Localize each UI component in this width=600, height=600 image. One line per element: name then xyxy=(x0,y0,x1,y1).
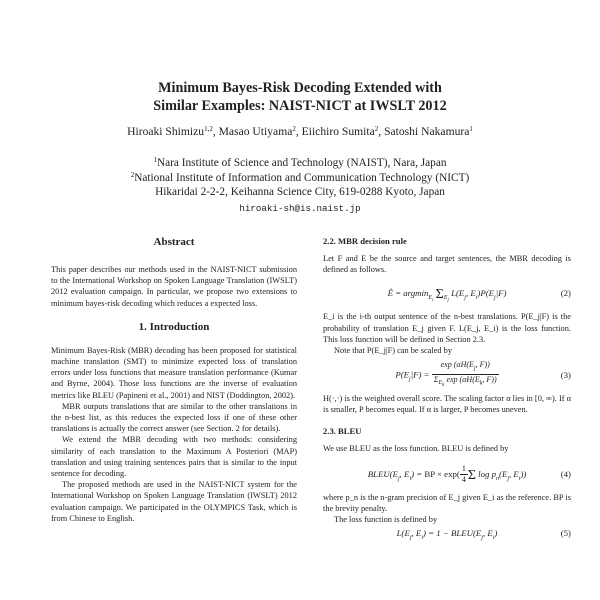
author-separator: , xyxy=(378,125,385,138)
author-affil-sup: 2 xyxy=(374,125,379,133)
affil-sup: 2 xyxy=(130,170,135,179)
mbr-intro-text: Let F and E be the source and target sentences, the MBR decoding is defined as follows. xyxy=(323,254,571,275)
intro-paragraph: MBR outputs translations that are similar to the other translations in the n-best list, as this reduces the expected loss if one of these other translations is actually the correct answer (see Section. 2 for details). xyxy=(51,401,297,434)
equation-number: (4) xyxy=(560,468,571,479)
affiliations xyxy=(0,156,600,200)
bleu-loss-line: The loss function is defined by xyxy=(334,515,438,525)
left-column xyxy=(51,236,297,524)
intro-paragraph: Minimum Bayes-Risk (MBR) decoding has been proposed for statistical machine translation (SMT) to minimize expected loss of translation errors under loss functions that measure translation performance (Kumar and Byrne, 2004). Those loss functions are the inverse of evaluation metrics like BLEU (Papineni et al., 2001) and NIST (Doddington, 2002). xyxy=(51,345,297,400)
equation-number: (3) xyxy=(560,370,571,381)
affil-sup: 1 xyxy=(153,156,157,164)
equation-4: $BLEU(E_j$, $E_i$) = BP × exp( $\frac{1}{4}$ Σ $\log p_n(E_j$, $E_i$)) (4) xyxy=(323,460,571,490)
equation-3: $P(E_j|F)$ = $\frac{\exp (\alpha H(E_j, F))}{\Sigma_{E_k} \exp (\alpha H(E_k, F))}$ (3) xyxy=(395,360,571,389)
author-list xyxy=(0,125,600,139)
mbr-rule-heading: 2.2. MBR decision rule xyxy=(323,236,407,246)
equation-2: Ê = argmin$_{E_i}$ $\Sigma_{E_j}$ $L(E_j$, $E_i)P(E_j|F)$ (2) xyxy=(323,283,571,305)
abstract-text: This paper describes our methods used in the NAIST-NICT submission to the International Workshop on Spoken Language Translation (IWSLT) 2012 evaluation campaign. In particular, we propose two extensions to minimum bayes-risk decoding which reduces a expected loss. xyxy=(51,265,297,308)
intro-paragraph: We extend the MBR decoding with two methods: considering similarity of each translation to the Maximum A Posteriori (MAP) translation and using training sentences pairs that is similar to the input sentence for decoding. xyxy=(51,435,297,479)
bleu-eq4-explanation: where p_n is the n-gram precision of E_j given E_i as the reference. BP is the brevity penalty. xyxy=(323,492,571,514)
author-name: Satoshi Nakamura xyxy=(384,125,470,138)
equation-number: (5) xyxy=(560,528,571,539)
author-separator: , xyxy=(212,125,219,138)
intro-paragraph: The proposed methods are used in the NAIST-NICT system for the International Workshop on Spoken Language Translation (IWSLT) 2012 evaluation campaign. We participated in the OLYMPICS Task, which is from Chinese to English. xyxy=(51,480,297,523)
bleu-heading: 2.3. BLEU xyxy=(323,425,362,436)
mbr-eq3-explanation: H(·,·) is the weighted overall score. The scaling factor α lies in [0, ∞). If α is smaller, P becomes equal. If α is larger, P becomes uneven. xyxy=(323,394,571,415)
abstract-heading: Abstract xyxy=(153,236,195,248)
mbr-scaling-note: Note that P(E_j|F) can be scaled by xyxy=(334,346,452,356)
title-line-1: Minimum Bayes-Risk Decoding Extended with xyxy=(158,80,442,96)
introduction-heading: 1. Introduction xyxy=(138,320,210,333)
author-email: hiroaki-sh@is.naist.jp xyxy=(239,203,361,214)
affil-text: National Institute of Information and Communication Technology (NICT) xyxy=(134,171,470,184)
right-column xyxy=(323,236,571,544)
author-name: Hiroaki Shimizu xyxy=(127,125,205,138)
mbr-eq2-explanation: E_i is the i-th output sentence of the n-best translations. P(E_j|F) is the probability of translation E_j given F. L(E_j, E_i) is the loss function. This loss function will be defined in Section 2.3. xyxy=(323,312,571,344)
author-name: Eiichiro Sumita xyxy=(301,125,375,138)
author-affil-sup: 1,2 xyxy=(204,125,213,133)
bleu-intro-text: We use BLEU as the loss function. BLEU is defined by xyxy=(323,443,509,453)
equation-5: $L(E_j$, $E_i) = 1$ − $BLEU(E_j$, $E_i$) (5) xyxy=(396,528,571,542)
affil-text: Nara Institute of Science and Technology (NAIST), Nara, Japan xyxy=(157,157,447,169)
title-line-2: Similar Examples: NAIST-NICT at IWSLT 2012 xyxy=(153,98,447,114)
affiliation-address: Hikaridai 2-2-2, Keihanna Science City, 619-0288 Kyoto, Japan xyxy=(155,186,445,198)
author-affil-sup: 2 xyxy=(292,125,296,133)
paper-title xyxy=(0,79,600,115)
author-separator: , xyxy=(295,125,302,138)
affiliation-nict xyxy=(0,171,600,186)
author-affil-sup: 1 xyxy=(469,125,473,133)
equation-number: (2) xyxy=(560,288,571,299)
author-name: Masao Utiyama xyxy=(218,125,293,138)
affiliation-naist xyxy=(0,156,600,171)
